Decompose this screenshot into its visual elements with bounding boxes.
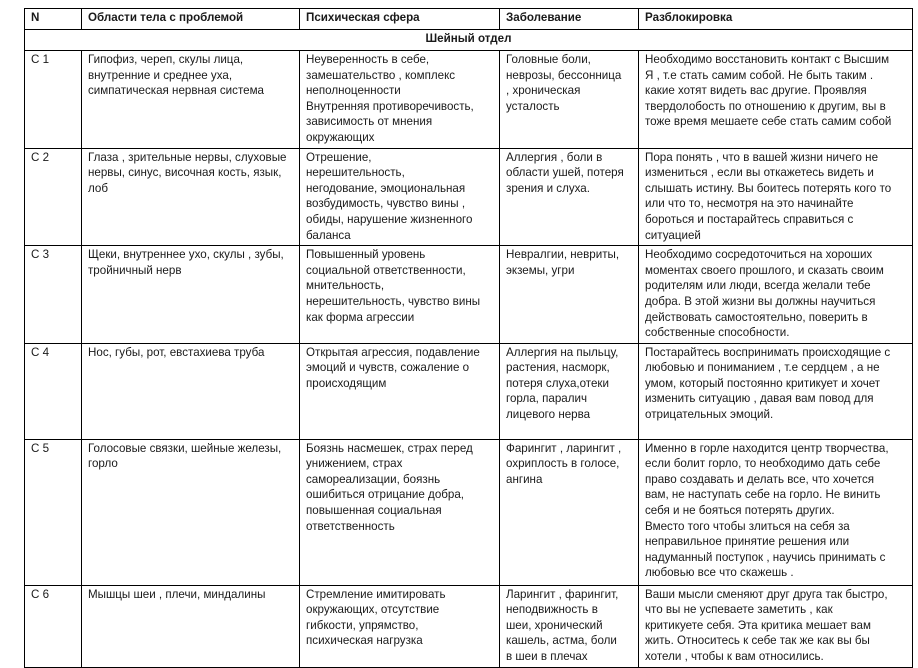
row-psyche-line: окружающих, отсутствие xyxy=(306,603,440,617)
row-disease xyxy=(500,343,639,439)
row-areas xyxy=(82,439,300,585)
row-unblock-line: изменить ситуацию , давая вам повод для xyxy=(645,392,874,406)
row-areas-line: Нос, губы, рот, евстахиева труба xyxy=(88,345,265,359)
spine-table xyxy=(24,8,913,668)
row-disease-line: Головные боли, xyxy=(506,53,591,66)
row-unblock-line: Необходимо сосредоточиться на хороших xyxy=(645,248,873,262)
row-unblock-line: действовать самостоятельно, поверить в xyxy=(645,310,868,324)
row-unblock-line: слышать истину. Вы боитесь потерять кого то xyxy=(645,181,892,195)
table-row xyxy=(25,439,913,585)
row-unblock-line: что вы не успеваете заметить , как xyxy=(645,603,833,617)
header-psyche: Психическая сфера xyxy=(300,9,500,30)
row-unblock-line: тоже время мешаете себе стать самим собой xyxy=(645,115,892,129)
row-areas-line: Голосовые связки, шейные железы, xyxy=(88,441,282,455)
row-unblock-line: добра. В этой жизни вы должны научиться xyxy=(645,294,876,308)
row-unblock-line: Постарайтесь воспринимать происходящие с xyxy=(645,345,891,359)
row-psyche xyxy=(300,343,500,439)
row-unblock-line: хотели , чтобы к вам относились. xyxy=(645,650,824,664)
row-number: С 3 xyxy=(25,246,82,344)
row-psyche-line: гибкости, упрямство, xyxy=(306,618,419,632)
row-unblock-line: ситуацией xyxy=(645,228,701,242)
row-psyche xyxy=(300,439,500,585)
row-psyche-line: окружающих xyxy=(306,130,375,144)
row-psyche-line: негодование, эмоциональная xyxy=(306,181,466,195)
row-disease-line: зрения и слуха. xyxy=(506,181,590,195)
row-areas-line: внутренние и среднее уха, xyxy=(88,68,233,82)
row-disease-line: Аллергия на пыльцу, xyxy=(506,345,619,359)
row-unblock-line: вам, не наступать себе на горло. Не винить xyxy=(645,488,881,502)
row-unblock xyxy=(639,439,913,585)
row-disease-line: неврозы, бессонница xyxy=(506,68,622,82)
row-areas-line: Мышцы шеи , плечи, миндалины xyxy=(88,587,266,601)
row-disease xyxy=(500,585,639,667)
row-psyche-line: Неуверенность в себе, xyxy=(306,53,430,66)
row-unblock-line: бороться и постарайтесь справиться с xyxy=(645,212,854,226)
row-psyche-line: Отрешение, xyxy=(306,150,372,164)
row-psyche-line: Боязнь насмешек, страх перед xyxy=(306,441,473,455)
row-unblock-line: моментах своего прошлого, и сказать своим xyxy=(645,263,884,277)
row-unblock xyxy=(639,51,913,149)
row-unblock-line: собственные способности. xyxy=(645,326,790,340)
row-number: С 1 xyxy=(25,51,82,149)
row-unblock-line: какие хотят видеть вас другие. Проявляя xyxy=(645,84,867,98)
row-unblock-line: или что то, несмотря на это начинайте xyxy=(645,197,854,211)
row-psyche xyxy=(300,585,500,667)
table-row xyxy=(25,246,913,344)
row-unblock-line: жить. Относитесь к себе так же как вы бы xyxy=(645,634,870,648)
row-areas-line: Гипофиз, череп, скулы лица, xyxy=(88,53,244,66)
row-unblock-line: право создавать и делать все, что хочется xyxy=(645,472,875,486)
row-areas xyxy=(82,585,300,667)
row-unblock-line: измениться , если вы откажетесь видеть и xyxy=(645,166,874,180)
row-psyche xyxy=(300,246,500,344)
row-disease-line: шеи, хронический xyxy=(506,618,603,632)
row-unblock-line: родителям или люди, всегда желали тебе xyxy=(645,279,871,293)
row-disease-line: области ушей, потеря xyxy=(506,166,624,180)
row-psyche-line: как форма агрессии xyxy=(306,310,415,324)
row-psyche-line: неполноценности xyxy=(306,84,401,98)
row-psyche-line: психическая нагрузка xyxy=(306,634,423,648)
row-disease-line: Аллергия , боли в xyxy=(506,150,603,164)
row-unblock-line: Вместо того чтобы злиться на себя за xyxy=(645,519,850,533)
row-unblock-line: неправильное принятие решения или xyxy=(645,535,850,549)
row-areas xyxy=(82,343,300,439)
row-areas-line: тройничный нерв xyxy=(88,263,182,277)
row-psyche-line: зависимость от мнения xyxy=(306,115,433,129)
row-psyche-line: баланса xyxy=(306,228,351,242)
row-number: С 5 xyxy=(25,439,82,585)
row-psyche xyxy=(300,148,500,246)
row-unblock xyxy=(639,585,913,667)
row-disease-line: , хроническая xyxy=(506,84,581,98)
row-areas-line: симпатическая нервная система xyxy=(88,84,264,98)
row-areas-line: нервы, синус, височная кость, язык, xyxy=(88,166,282,180)
header-unblock: Разблокировка xyxy=(639,9,913,30)
row-psyche-line: мнительность, xyxy=(306,279,385,293)
row-disease-line: лицевого нерва xyxy=(506,408,591,422)
row-areas-line: горло xyxy=(88,457,118,471)
row-psyche-line: самореализации, боязнь xyxy=(306,472,441,486)
row-psyche-line: унижением, страх xyxy=(306,457,403,471)
row-disease-line: усталость xyxy=(506,99,560,113)
section-row xyxy=(25,30,913,51)
row-unblock-line: себя и не бояться потерять других. xyxy=(645,504,835,518)
row-disease-line: горла, паралич xyxy=(506,392,588,406)
row-areas-line: лоб xyxy=(88,181,108,195)
row-disease xyxy=(500,51,639,149)
section-title: Шейный отдел xyxy=(25,30,913,51)
row-psyche xyxy=(300,51,500,149)
row-unblock-line: твердолобость по отношению к другим, вы в xyxy=(645,99,886,113)
row-psyche-line: происходящим xyxy=(306,376,387,390)
row-unblock-line: любовью и пониманием , т.е сердцем , а не xyxy=(645,361,880,375)
row-areas xyxy=(82,246,300,344)
row-psyche-line: ошибиться отрицание добра, xyxy=(306,488,465,502)
row-disease-line: Ларингит , фарингит, xyxy=(506,587,619,601)
row-unblock-line: Необходимо восстановить контакт с Высшим xyxy=(645,53,890,66)
row-psyche-line: эмоций и чувств, сожаление о xyxy=(306,361,470,375)
row-unblock-line: Я , т.е стать самим собой. Не быть таким . xyxy=(645,68,874,82)
table-row xyxy=(25,585,913,667)
row-disease-line: в шеи в плечах xyxy=(506,650,588,664)
header-row xyxy=(25,9,913,30)
table-row xyxy=(25,343,913,439)
row-psyche-line: Стремление имитировать xyxy=(306,587,446,601)
row-disease xyxy=(500,148,639,246)
row-unblock-line: умом, который постоянно критикует и хочет xyxy=(645,376,881,390)
row-unblock-line: если болит горло, то необходимо дать себе xyxy=(645,457,881,471)
row-unblock-line: надуманный поступок , научись принимать с xyxy=(645,550,886,564)
row-disease xyxy=(500,246,639,344)
row-unblock xyxy=(639,343,913,439)
row-psyche-line: Внутренняя противоречивость, xyxy=(306,99,474,113)
row-unblock-line: отрицательных эмоций. xyxy=(645,408,774,422)
row-areas xyxy=(82,148,300,246)
row-psyche-line: возбудимость, чувство вины , xyxy=(306,197,466,211)
row-disease-line: ангина xyxy=(506,472,543,486)
row-disease-line: неподвижность в xyxy=(506,603,598,617)
row-unblock-line: критикуете себя. Эта критика мешает вам xyxy=(645,618,871,632)
row-unblock xyxy=(639,246,913,344)
row-psyche-line: нерешительность, xyxy=(306,166,405,180)
row-disease-line: Невралгии, невриты, xyxy=(506,248,620,262)
table-row xyxy=(25,148,913,246)
row-psyche-line: нерешительность, чувство вины xyxy=(306,294,481,308)
row-unblock-line: любовью все что скажешь . xyxy=(645,566,794,580)
header-n: N xyxy=(25,9,82,30)
table-row xyxy=(25,51,913,149)
row-psyche-line: Повышенный уровень xyxy=(306,248,426,262)
row-psyche-line: замешательство , комплекс xyxy=(306,68,456,82)
row-disease-line: Фарингит , ларингит , xyxy=(506,441,622,455)
row-disease-line: кашель, астма, боли xyxy=(506,634,617,648)
row-psyche-line: повышенная социальная xyxy=(306,504,442,518)
row-areas xyxy=(82,51,300,149)
row-disease-line: растения, насморк, xyxy=(506,361,610,375)
row-psyche-line: Открытая агрессия, подавление xyxy=(306,345,480,359)
row-disease-line: охриплость в голосе, xyxy=(506,457,620,471)
row-areas-line: Глаза , зрительные нервы, слуховые xyxy=(88,150,287,164)
row-psyche-line: обиды, нарушение жизненного xyxy=(306,212,473,226)
row-number: С 2 xyxy=(25,148,82,246)
row-psyche-line: ответственность xyxy=(306,519,395,533)
row-unblock xyxy=(639,148,913,246)
row-areas-line: Щеки, внутреннее ухо, скулы , зубы, xyxy=(88,248,284,262)
header-disease: Заболевание xyxy=(500,9,639,30)
row-disease-line: экземы, угри xyxy=(506,263,575,277)
row-number: С 4 xyxy=(25,343,82,439)
row-unblock-line: Ваши мысли сменяют друг друга так быстро, xyxy=(645,587,888,601)
header-areas: Области тела с проблемой xyxy=(82,9,300,30)
row-number: С 6 xyxy=(25,585,82,667)
row-disease xyxy=(500,439,639,585)
row-unblock-line: Именно в горле находится центр творчества, xyxy=(645,441,889,455)
row-unblock-line: Пора понять , что в вашей жизни ничего не xyxy=(645,150,879,164)
row-disease-line: потеря слуха,отеки xyxy=(506,376,609,390)
row-psyche-line: социальной ответственности, xyxy=(306,263,466,277)
